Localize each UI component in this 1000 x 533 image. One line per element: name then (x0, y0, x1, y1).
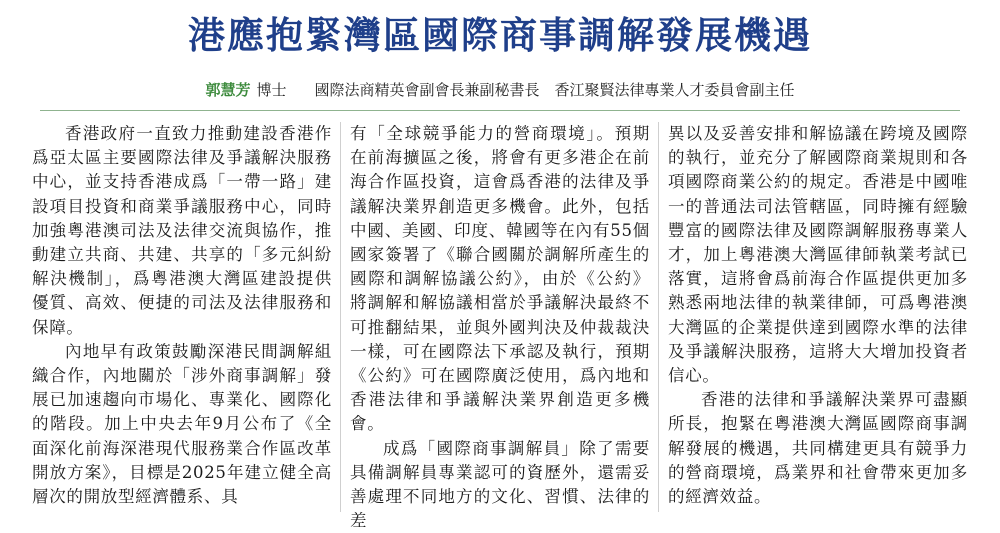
article-column-3 (668, 122, 968, 509)
article-column-2 (350, 122, 650, 533)
author-roles: 國際法商精英會副會長兼副秘書長 香江聚賢法律專業人才委員會副主任 (314, 81, 795, 99)
byline (0, 79, 1000, 101)
header-divider (40, 110, 960, 111)
paragraph: 有「全球競爭能力的營商環境」。預期在前海擴區之後，將會有更多港企在前海合作區投資，這會爲香港的法律及爭議解決業界創造更多機會。此外，包括中國、美國、印度、韓國等在內有55個國家簽署了《聯合國關於調解所產生的國際和調解協議公約》，由於《公約》將調解和解協議相當於爭議解決最終不可推翻結果，並與外國判決及仲裁裁決一樣，可在國際法下承認及執行，預期《公約》可在國際廣泛使用，爲內地和香港法律和爭議解決業界創造更多機會。 (350, 124, 650, 434)
column-divider (658, 122, 659, 512)
paragraph: 異以及妥善安排和解協議在跨境及國際的執行，並充分了解國際商業規則和各項國際商業公約的規定。香港是中國唯一的普通法司法管轄區，同時擁有經驗豐富的國際法律及國際調解服務專業人才，加上粵港澳大灣區律師執業考試已落實，這將會爲前海合作區提供更加多熟悉兩地法律的執業律師，可爲粵港澳大灣區的企業提供達到國際水準的法律及爭議解決服務，這將大大增加投資者信心。 (668, 124, 968, 386)
paragraph: 內地早有政策鼓勵深港民間調解組織合作，內地關於「涉外商事調解」發展已加速趨向市場化、專業化、國際化的階段。加上中央去年9月公布了《全面深化前海深港現代服務業合作區改革開放方案》，目標是2025年建立健全高層次的開放型經濟體系、具 (32, 341, 332, 507)
article-column-1 (32, 122, 332, 509)
column-divider (340, 122, 341, 512)
paragraph: 香港政府一直致力推動建設香港作爲亞太區主要國際法律及爭議解決服務中心，並支持香港成爲「一帶一路」建設項目投資和商業爭議服務中心，同時加強粵港澳司法及法律交流與協作，推動建立共商、共建、共享的「多元糾紛解決機制」，爲粵港澳大灣區建設提供優質、高效、便捷的司法及法律服務和保障。 (32, 124, 332, 337)
author-title: 博士 (256, 81, 287, 99)
paragraph: 成爲「國際商事調解員」除了需要具備調解員專業認可的資歷外，還需妥善處理不同地方的文化、習慣、法律的差 (350, 438, 650, 531)
author-name: 郭慧芳 (205, 81, 251, 99)
paragraph: 香港的法律和爭議解決業界可盡顯所長，抱緊在粵港澳大灣區國際商事調解發展的機遇，共同構建更具有競爭力的營商環境，爲業界和社會帶來更加多的經濟效益。 (668, 390, 968, 507)
headline: 港應抱緊灣區國際商事調解發展機遇 (188, 14, 812, 57)
